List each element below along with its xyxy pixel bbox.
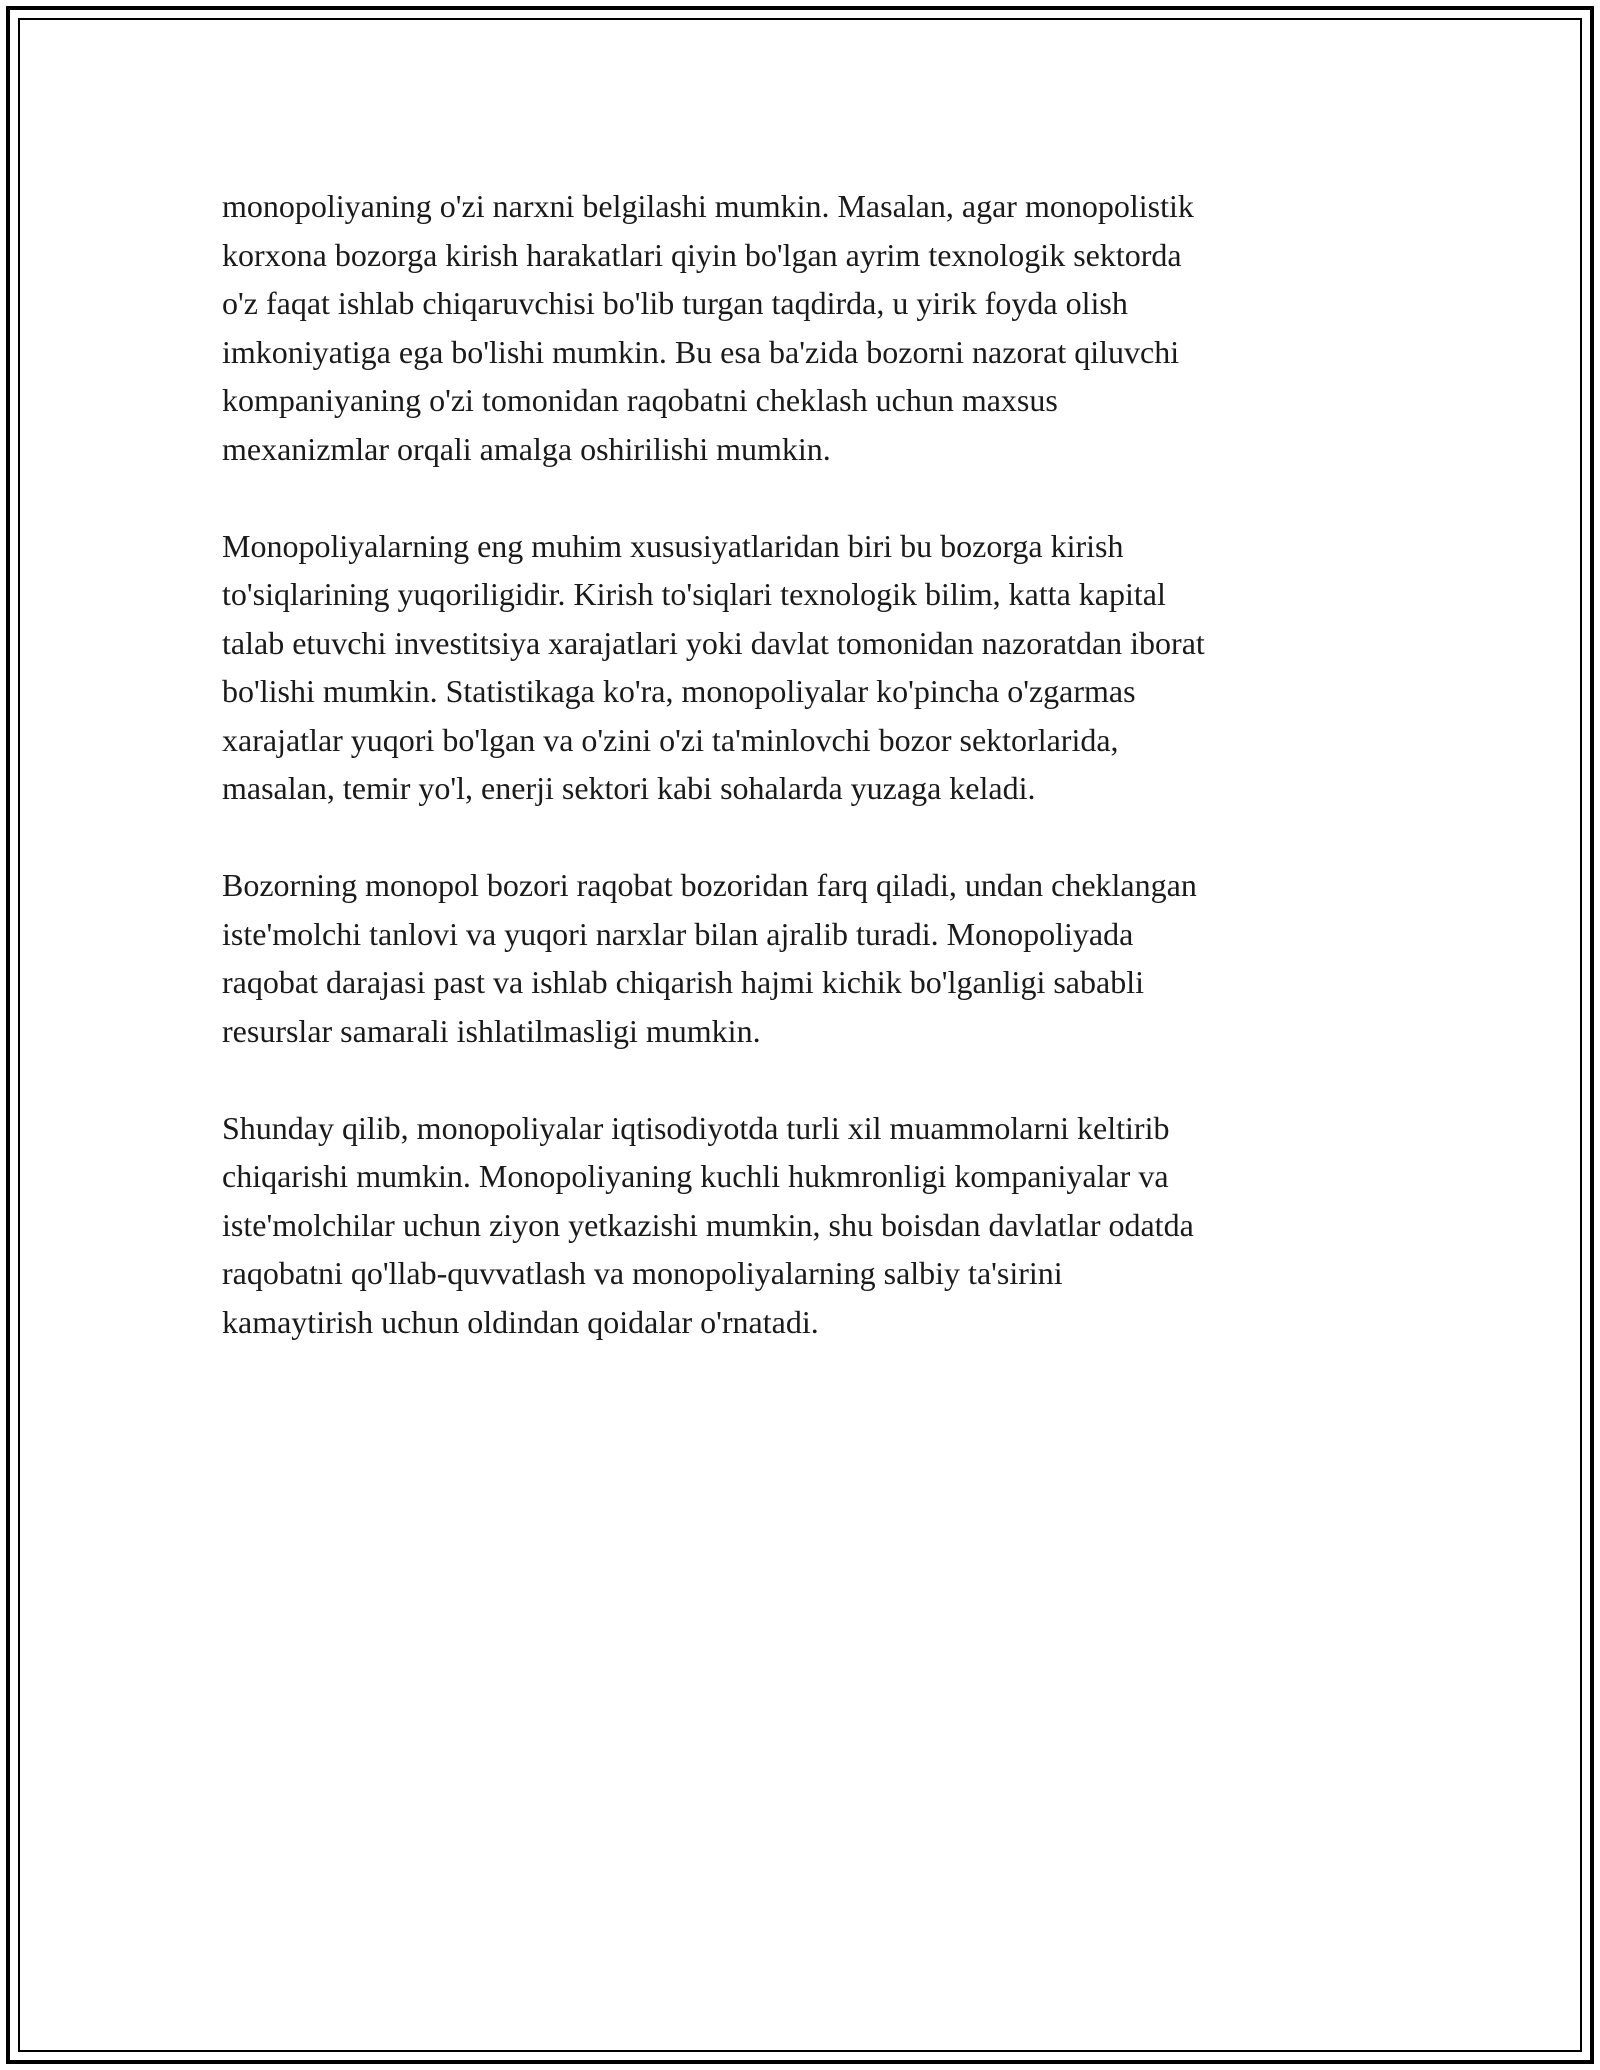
paragraph-4: Shunday qilib, monopoliyalar iqtisodiyotda turli xil muammolarni keltirib chiqarishi mumkin. Monopoliyaning kuchli hukmronligi kompaniyalar va iste'molchilar uchun ziyon yetkazishi mumkin, shu boisdan davlatlar odatda raqobatni qo'llab-quvvatlash va monopoliyalarning salbiy ta'sirini kamaytirish uchun oldindan qoidalar o'rnatadi. — [222, 1109, 1194, 1340]
paragraph-3: Bozorning monopol bozori raqobat bozoridan farq qiladi, undan cheklangan iste'molchi tanlovi va yuqori narxlar bilan ajralib turadi. Monopoliyada raqobat darajasi past va ishlab chiqarish hajmi kichik bo'lganligi sababli resurslar samarali ishlatilmasligi mumkin. — [222, 867, 1197, 1049]
document-body — [222, 182, 1382, 1395]
paragraph-2: Monopoliyalarning eng muhim xususiyatlaridan biri bu bozorga kirish to'siqlarining yuqoriligidir. Kirish to'siqlari texnologik bilim, katta kapital talab etuvchi investitsiya xarajatlari yoki davlat tomonidan nazoratdan iborat bo'lishi mumkin. Statistikaga ko'ra, monopoliyalar ko'pincha o'zgarmas xarajatlar yuqori bo'lgan va o'zini o'zi ta'minlovchi bozor sektorlarida, masalan, temir yo'l, enerji sektori kabi sohalarda yuzaga keladi. — [222, 527, 1205, 806]
paragraph-1: monopoliyaning o'zi narxni belgilashi mumkin. Masalan, agar monopolistik korxona bozorga kirish harakatlari qiyin bo'lgan ayrim texnologik sektorda o'z faqat ishlab chiqaruvchisi bo'lib turgan taqdirda, u yirik foyda olish imkoniyatiga ega bo'lishi mumkin. Bu esa ba'zida bozorni nazorat qiluvchi kompaniyaning o'zi tomonidan raqobatni cheklash uchun maxsus mexanizmlar orqali amalga oshirilishi mumkin. — [222, 188, 1194, 467]
